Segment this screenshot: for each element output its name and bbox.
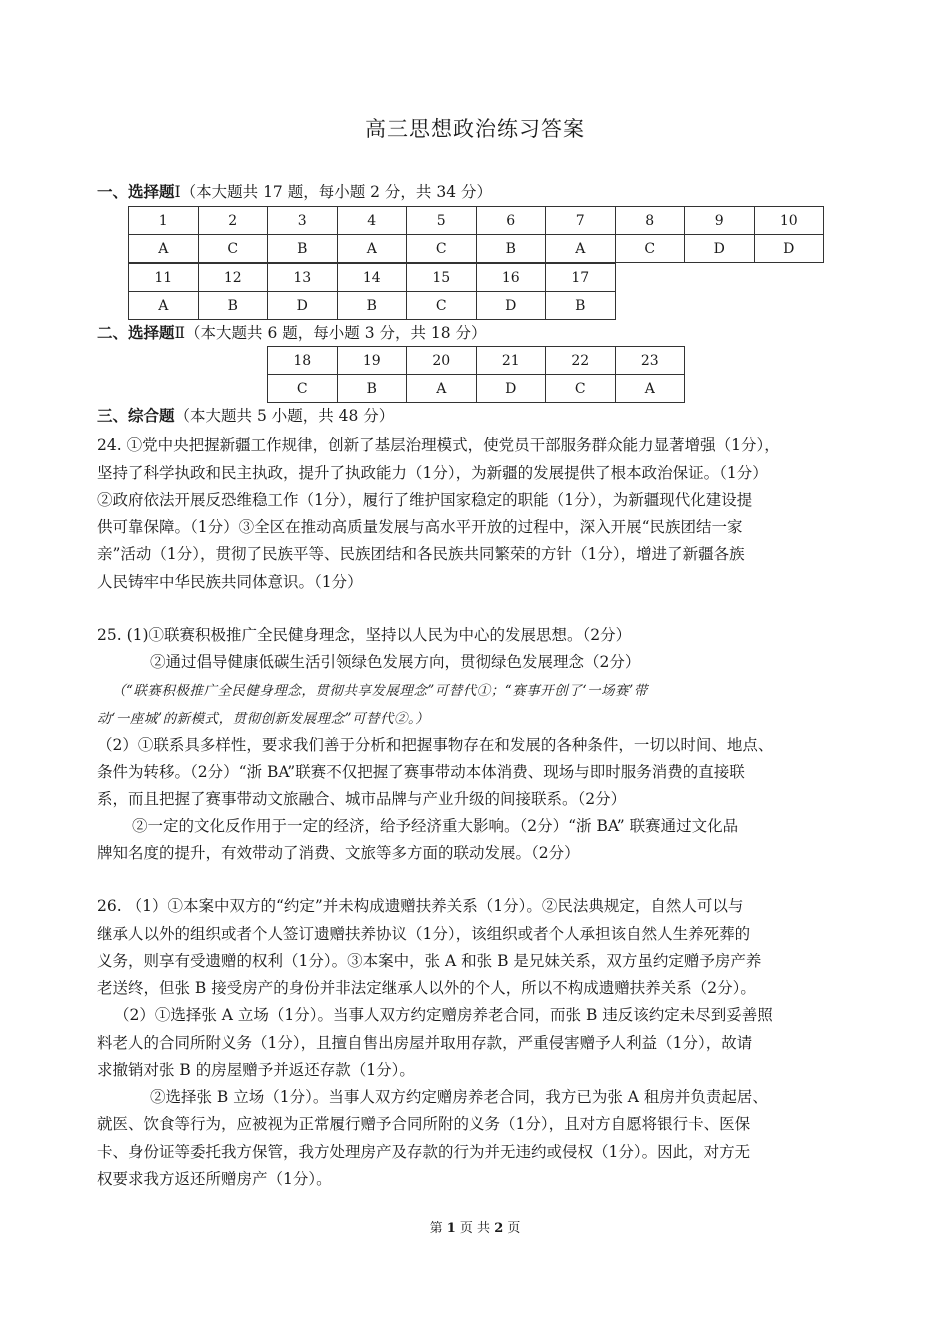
question-number: 5	[407, 207, 477, 235]
question-number: 23	[615, 347, 685, 375]
section2-label: 二、选择题	[97, 324, 175, 342]
answer-cell: C	[407, 235, 477, 263]
q26-line: 料老人的合同所附义务（1分），且擅自售出房屋并取用存款，严重侵害赠予人利益（1分），故请	[97, 1034, 753, 1052]
answer-cell: A	[615, 375, 685, 403]
footer-mid: 页 共	[459, 1221, 491, 1236]
answer-cell: A	[129, 292, 199, 320]
q24-line: 坚持了科学执政和民主执政，提升了执政能力（1分），为新疆的发展提供了根本政治保证。（1分）	[97, 464, 768, 482]
question-number: 7	[546, 207, 616, 235]
answer-cell: B	[546, 292, 616, 320]
question-number: 21	[476, 347, 546, 375]
q24-line: 供可靠保障。（1分）③全区在推动高质量发展与高水平开放的过程中，深入开展“民族团结一家	[97, 518, 743, 536]
answer-cell: B	[337, 375, 407, 403]
answer-cell: C	[268, 375, 338, 403]
section1-table-row2	[128, 263, 616, 320]
answer-cell: A	[407, 375, 477, 403]
question-number: 16	[476, 264, 546, 292]
section2-desc: Ⅱ（本大题共 6 题，每小题 3 分，共 18 分）	[174, 324, 487, 342]
answer-cell: D	[268, 292, 338, 320]
answer-cell: D	[476, 375, 546, 403]
q25-note: 动‘一座城’的新模式，贯彻创新发展理念”可替代②。）	[97, 711, 430, 727]
footer-post: 页	[507, 1221, 521, 1236]
q26-line: 求撤销对张 B 的房屋赠予并返还存款（1分）。	[97, 1061, 415, 1079]
question-number: 22	[546, 347, 616, 375]
section3-heading	[97, 404, 394, 426]
q26-line: （2）①选择张 A 立场（1分）。当事人双方约定赠房养老合同，而张 B 违反该约定未尽到妥善照	[114, 1006, 773, 1024]
question-number: 19	[337, 347, 407, 375]
question-number: 8	[615, 207, 685, 235]
q26-line: 26. （1）①本案中双方的“约定”并未构成遗赠扶养关系（1分）。②民法典规定，自然人可以与	[97, 897, 744, 915]
question-number-row	[268, 347, 685, 375]
answer-cell: C	[546, 375, 616, 403]
q26-line: 义务，则享有受遗赠的权利（1分）。③本案中，张 A 和张 B 是兄妹关系，双方虽约定赠予房产养	[97, 952, 762, 970]
question-number: 1	[129, 207, 199, 235]
q25-line: 25. (1)①联赛积极推广全民健身理念，坚持以人民为中心的发展思想。（2分）	[97, 626, 632, 644]
question-number: 14	[337, 264, 407, 292]
q26-line: 卡、身份证等委托我方保管，我方处理房产及存款的行为并无违约或侵权（1分）。因此，对方无	[97, 1143, 751, 1161]
section2-heading	[97, 321, 487, 343]
answer-row	[129, 235, 824, 263]
answer-cell: D	[685, 235, 755, 263]
q25-line: 系，而且把握了赛事带动文旅融合、城市品牌与产业升级的间接联系。（2分）	[97, 790, 627, 808]
question-number: 10	[754, 207, 824, 235]
section1-table-row1	[128, 206, 824, 263]
q25-line: 牌知名度的提升，有效带动了消费、文旅等多方面的联动发展。（2分）	[97, 844, 580, 862]
q26-line: 老送终，但张 B 接受房产的身份并非法定继承人以外的个人，所以不构成遗赠扶养关系（2分）。	[97, 979, 756, 997]
question-number: 18	[268, 347, 338, 375]
question-number: 11	[129, 264, 199, 292]
q25-line: 条件为转移。（2分）“浙 BA”联赛不仅把握了赛事带动本体消费、现场与即时服务消费的直接联	[97, 763, 745, 781]
answer-cell: B	[337, 292, 407, 320]
answer-cell: C	[615, 235, 685, 263]
section2-table	[267, 346, 685, 403]
answer-cell: A	[129, 235, 199, 263]
q26-line: ②选择张 B 立场（1分）。当事人双方约定赠房养老合同，我方已为张 A 租房并负责起居、	[150, 1088, 768, 1106]
footer-page-number: 1	[446, 1221, 456, 1236]
question-number: 13	[268, 264, 338, 292]
question-number: 17	[546, 264, 616, 292]
q24-line: 人民铸牢中华民族共同体意识。（1分）	[97, 573, 363, 591]
answer-cell: C	[407, 292, 477, 320]
q26-line: 权要求我方返还所赠房产（1分）。	[97, 1170, 332, 1188]
question-number: 15	[407, 264, 477, 292]
section1-label: 一、选择题	[97, 183, 175, 201]
q25-line: ②一定的文化反作用于一定的经济，给予经济重大影响。（2分）“浙 BA” 联赛通过文化品	[132, 817, 739, 835]
q24-line: 24. ①党中央把握新疆工作规律，创新了基层治理模式，使党员干部服务群众能力显著增强（1分），	[97, 436, 780, 454]
answer-row	[129, 292, 616, 320]
answer-cell: A	[337, 235, 407, 263]
q25-line: ②通过倡导健康低碳生活引领绿色发展方向，贯彻绿色发展理念（2分）	[150, 653, 641, 671]
question-number: 6	[476, 207, 546, 235]
answer-cell: D	[476, 292, 546, 320]
q25-line: （2）①联系具多样性，要求我们善于分析和把握事物存在和发展的各种条件，一切以时间、地点、	[97, 736, 774, 754]
q24-line: 亲”活动（1分），贯彻了民族平等、民族团结和各民族共同繁荣的方针（1分），增进了新疆各族	[97, 545, 745, 563]
section3-label: 三、综合题	[97, 407, 175, 425]
q26-line: 就医、饮食等行为，应被视为正常履行赠予合同所附的义务（1分），且对方自愿将银行卡、医保	[97, 1115, 751, 1133]
section1-desc: Ⅰ（本大题共 17 题，每小题 2 分，共 34 分）	[174, 183, 493, 201]
answer-cell: B	[268, 235, 338, 263]
answer-cell: A	[546, 235, 616, 263]
section3-desc: （本大题共 5 小题，共 48 分）	[174, 407, 395, 425]
answer-cell: C	[198, 235, 268, 263]
answer-cell: B	[198, 292, 268, 320]
question-number: 4	[337, 207, 407, 235]
page-footer	[0, 1217, 950, 1236]
answer-cell: B	[476, 235, 546, 263]
footer-total-pages: 2	[494, 1221, 504, 1236]
question-number: 3	[268, 207, 338, 235]
question-number-row	[129, 264, 616, 292]
q25-note: （“联赛积极推广全民健身理念，贯彻共享发展理念”可替代①；“赛事开创了‘一场赛’带	[112, 683, 648, 699]
footer-pre: 第	[429, 1221, 443, 1236]
question-number: 9	[685, 207, 755, 235]
q24-line: ②政府依法开展反恐维稳工作（1分），履行了维护国家稳定的职能（1分），为新疆现代化建设提	[97, 491, 753, 509]
question-number-row	[129, 207, 824, 235]
q26-line: 继承人以外的组织或者个人签订遗赠扶养协议（1分），该组织或者个人承担该自然人生养死葬的	[97, 925, 751, 943]
section1-heading	[97, 180, 492, 202]
question-number: 20	[407, 347, 477, 375]
answer-cell: D	[754, 235, 824, 263]
page-title: 高三思想政治练习答案	[365, 117, 585, 141]
question-number: 12	[198, 264, 268, 292]
question-number: 2	[198, 207, 268, 235]
answer-row	[268, 375, 685, 403]
